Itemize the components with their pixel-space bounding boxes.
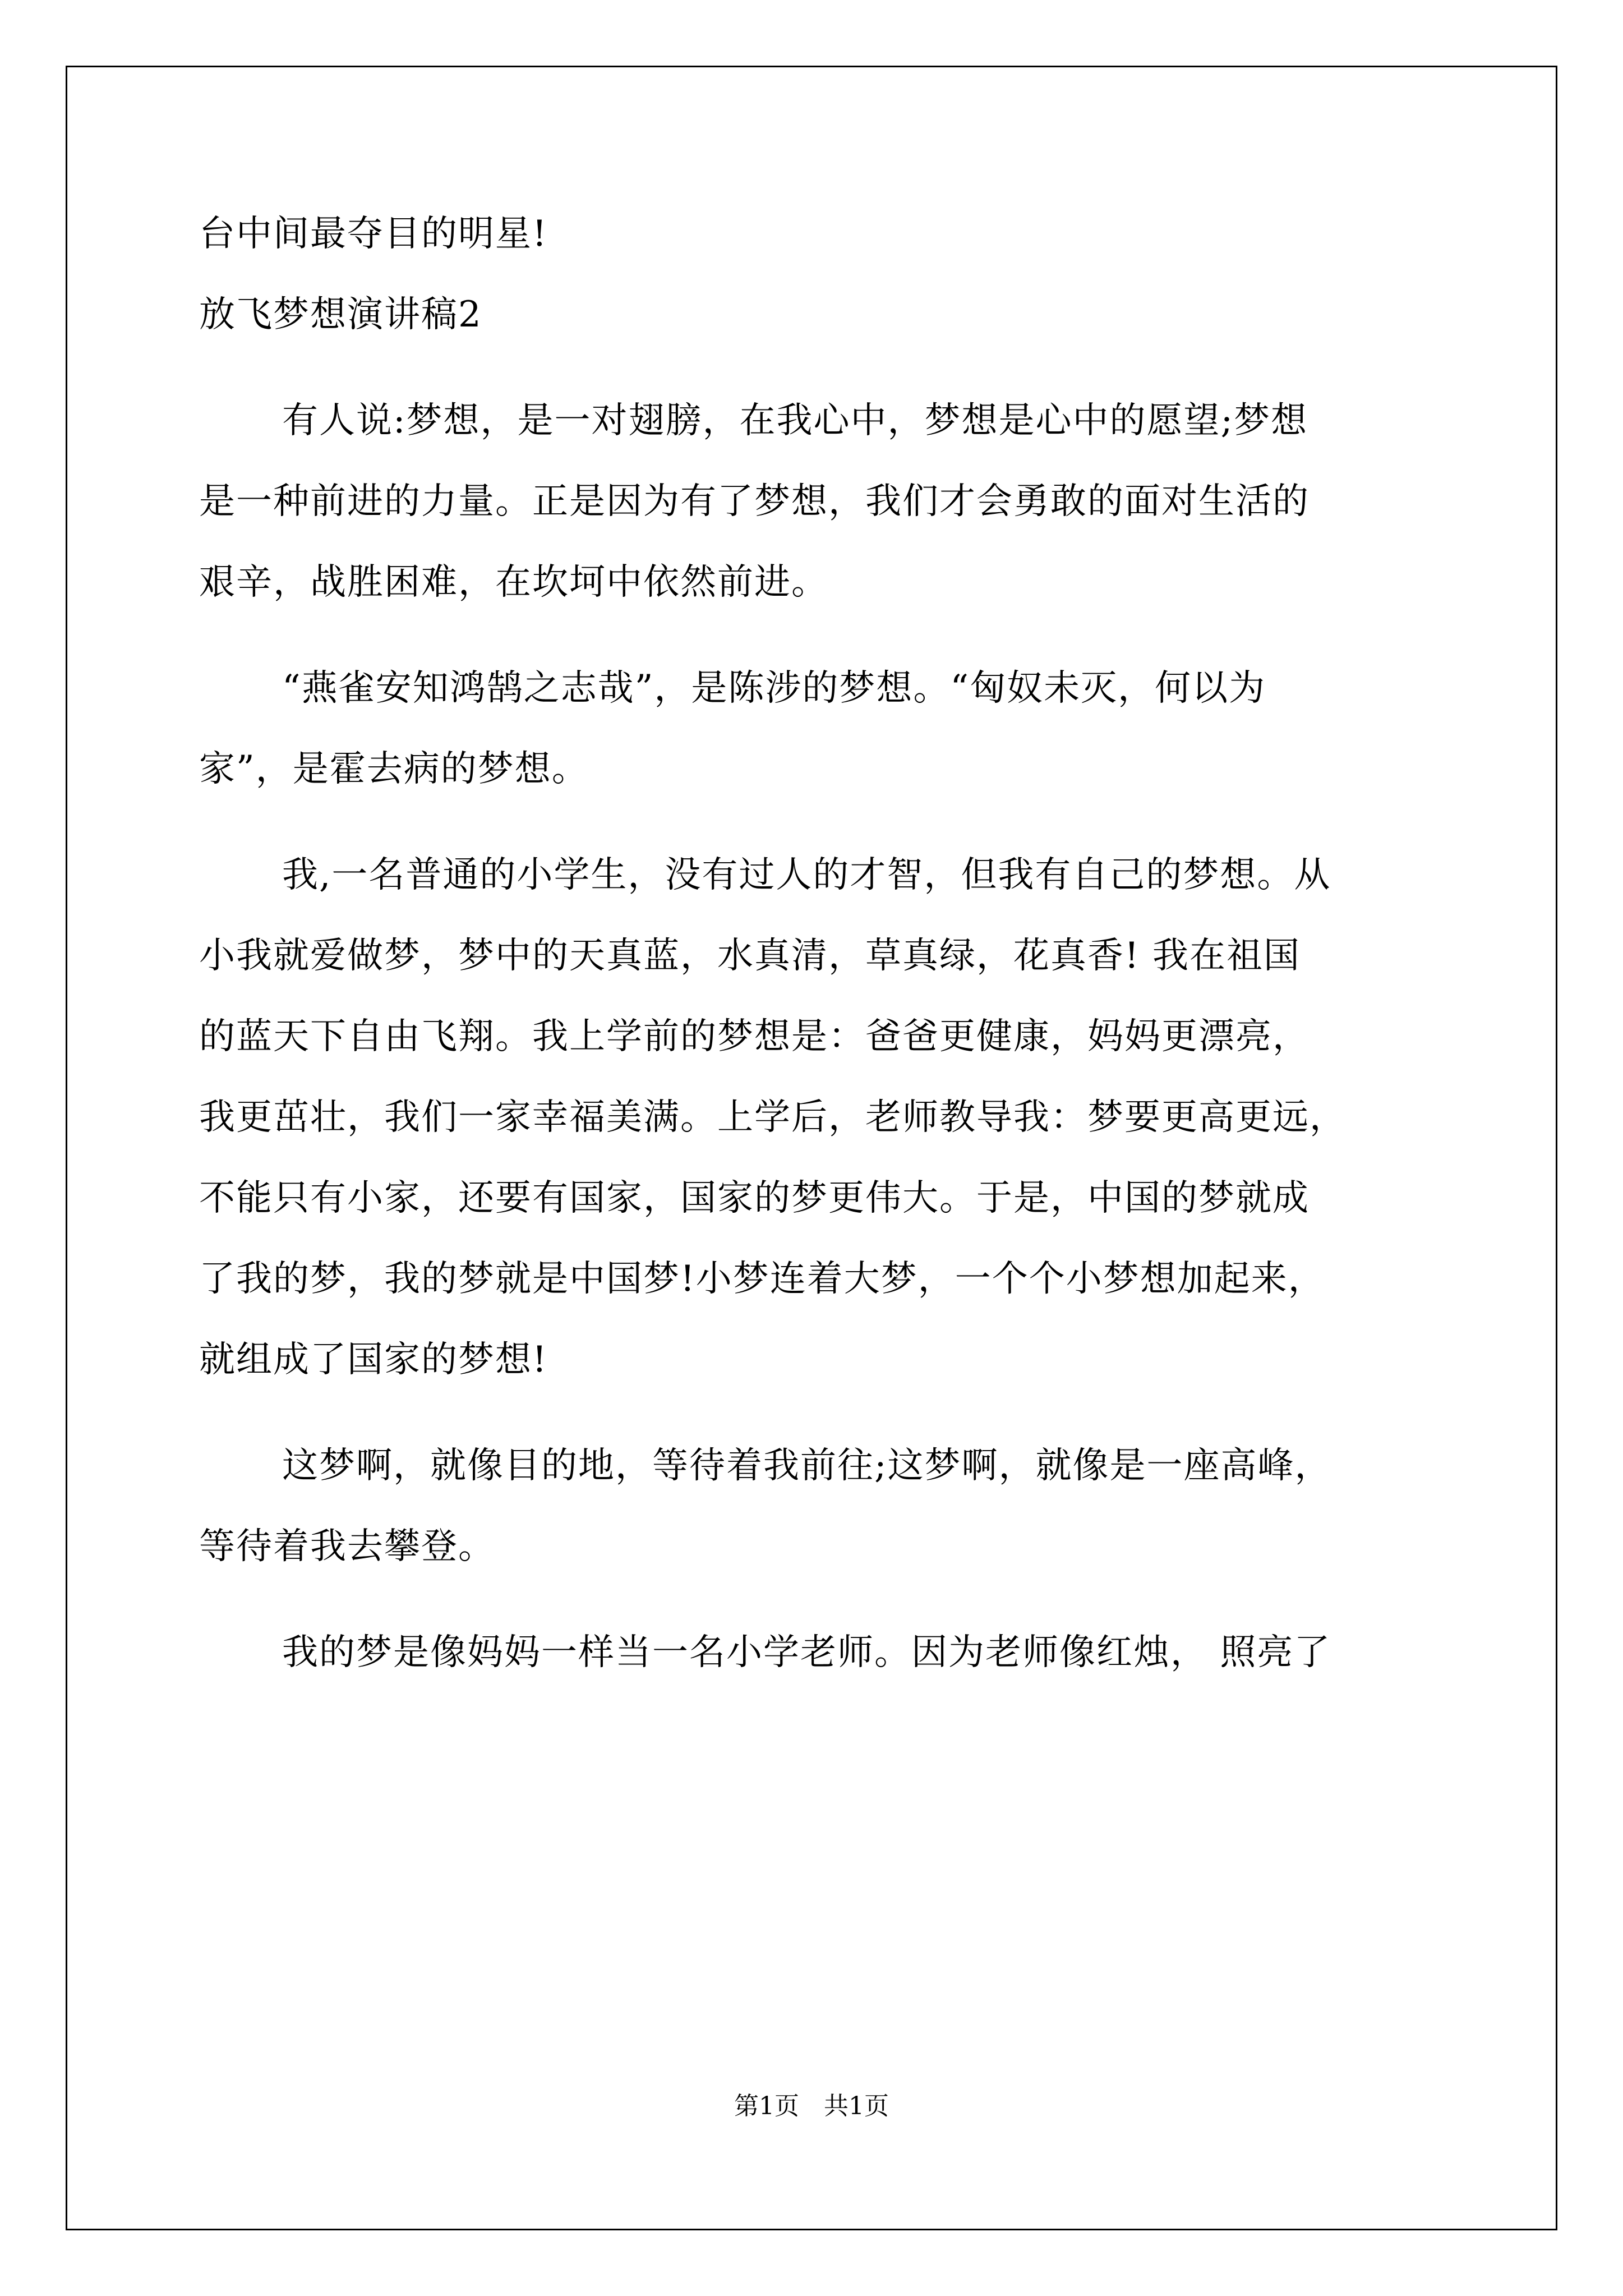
page-footer: 第1页 共1页	[734, 2092, 889, 2120]
paragraph-line: 等待着我去攀登。	[199, 1526, 495, 1567]
paragraph-line: 的蓝天下自由飞翔。我上学前的梦想是：爸爸更健康，妈妈更漂亮，	[199, 1016, 1310, 1057]
paragraph-line: 有人说:梦想，是一对翅膀，在我心中，梦想是心中的愿望;梦想	[282, 400, 1308, 441]
paragraph-line: 家”，是霍去病的梦想。	[199, 748, 589, 790]
paragraph-line: 小我就爱做梦，梦中的天真蓝，水真清，草真绿，花真香! 我在祖国	[199, 935, 1301, 977]
section-heading: 放飞梦想演讲稿2	[199, 294, 482, 335]
text-line: 台中间最夺目的明星!	[199, 213, 548, 255]
paragraph-line: 艰辛，战胜困难，在坎坷中依然前进。	[199, 562, 828, 603]
document-body	[199, 208, 1461, 1679]
paragraph-line: 这梦啊，就像目的地，等待着我前往;这梦啊，就像是一座高峰，	[282, 1445, 1332, 1487]
paragraph-line: 我,一名普通的小学生，没有过人的才智，但我有自己的梦想。从	[282, 854, 1331, 896]
paragraph-line: 我的梦是像妈妈一样当一名小学老师。因为老师像红烛， 照亮了	[282, 1632, 1331, 1673]
paragraph-line: 是一种前进的力量。正是因为有了梦想，我们才会勇敢的面对生活的	[199, 481, 1310, 522]
paragraph-line: “燕雀安知鸿鹄之志哉”，是陈涉的梦想。“匈奴未灭，何以为	[282, 668, 1266, 709]
paragraph-line: 不能只有小家，还要有国家，国家的梦更伟大。于是，中国的梦就成	[199, 1177, 1310, 1219]
paragraph-line: 了我的梦，我的梦就是中国梦!小梦连着大梦，一个个小梦想加起来，	[199, 1258, 1325, 1300]
paragraph-line: 我更茁壮，我们一家幸福美满。上学后，老师教导我：梦要更高更远，	[199, 1097, 1347, 1138]
paragraph-line: 就组成了国家的梦想!	[199, 1339, 548, 1381]
